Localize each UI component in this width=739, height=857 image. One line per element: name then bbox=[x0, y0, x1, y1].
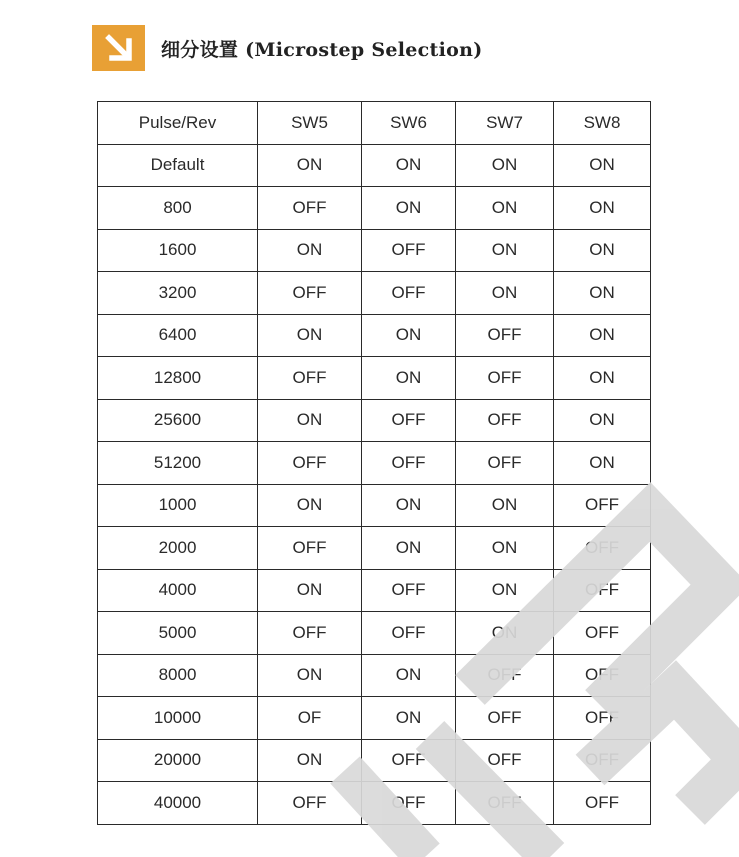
switch-state-cell: ON bbox=[554, 187, 651, 230]
switch-state-cell: ON bbox=[258, 654, 362, 697]
switch-state-cell: OFF bbox=[362, 229, 456, 272]
pulse-rev-cell: 10000 bbox=[98, 697, 258, 740]
switch-state-cell: ON bbox=[362, 527, 456, 570]
switch-state-cell: ON bbox=[362, 654, 456, 697]
switch-state-cell: OFF bbox=[258, 272, 362, 315]
switch-state-cell: OFF bbox=[362, 569, 456, 612]
switch-state-cell: ON bbox=[554, 144, 651, 187]
switch-state-cell: OFF bbox=[362, 272, 456, 315]
switch-state-cell: OFF bbox=[258, 612, 362, 655]
table-row bbox=[98, 484, 651, 527]
table-row bbox=[98, 314, 651, 357]
switch-state-cell: OFF bbox=[456, 357, 554, 400]
table-row bbox=[98, 612, 651, 655]
table-header-row bbox=[98, 102, 651, 145]
pulse-rev-cell: 20000 bbox=[98, 739, 258, 782]
switch-state-cell: OFF bbox=[554, 527, 651, 570]
switch-state-cell: OFF bbox=[456, 442, 554, 485]
pulse-rev-cell: 1000 bbox=[98, 484, 258, 527]
column-header: SW5 bbox=[258, 102, 362, 145]
switch-state-cell: OFF bbox=[456, 654, 554, 697]
switch-state-cell: OFF bbox=[362, 399, 456, 442]
switch-state-cell: OFF bbox=[258, 442, 362, 485]
table-row bbox=[98, 357, 651, 400]
switch-state-cell: ON bbox=[456, 229, 554, 272]
arrow-down-right-icon bbox=[92, 25, 145, 71]
switch-state-cell: OFF bbox=[362, 739, 456, 782]
pulse-rev-cell: 40000 bbox=[98, 782, 258, 825]
switch-state-cell: ON bbox=[258, 484, 362, 527]
switch-state-cell: ON bbox=[258, 569, 362, 612]
switch-state-cell: OFF bbox=[554, 697, 651, 740]
switch-state-cell: OFF bbox=[554, 654, 651, 697]
switch-state-cell: ON bbox=[456, 612, 554, 655]
pulse-rev-cell: Default bbox=[98, 144, 258, 187]
column-header: Pulse/Rev bbox=[98, 102, 258, 145]
table-row bbox=[98, 739, 651, 782]
column-header: SW7 bbox=[456, 102, 554, 145]
switch-state-cell: ON bbox=[554, 229, 651, 272]
page-title: 细分设置 (Microstep Selection) bbox=[161, 38, 483, 61]
microstep-table bbox=[97, 101, 651, 825]
switch-state-cell: ON bbox=[554, 357, 651, 400]
column-header: SW8 bbox=[554, 102, 651, 145]
table-row bbox=[98, 697, 651, 740]
table-row bbox=[98, 229, 651, 272]
switch-state-cell: OFF bbox=[456, 782, 554, 825]
switch-state-cell: ON bbox=[554, 272, 651, 315]
switch-state-cell: OFF bbox=[554, 782, 651, 825]
switch-state-cell: ON bbox=[362, 484, 456, 527]
pulse-rev-cell: 800 bbox=[98, 187, 258, 230]
switch-state-cell: ON bbox=[258, 229, 362, 272]
switch-state-cell: ON bbox=[456, 144, 554, 187]
switch-state-cell: OF bbox=[258, 697, 362, 740]
table-row bbox=[98, 399, 651, 442]
switch-state-cell: OFF bbox=[554, 612, 651, 655]
section-header bbox=[92, 25, 483, 71]
switch-state-cell: OFF bbox=[362, 782, 456, 825]
switch-state-cell: OFF bbox=[456, 399, 554, 442]
switch-state-cell: OFF bbox=[456, 739, 554, 782]
table-row bbox=[98, 187, 651, 230]
table-row bbox=[98, 144, 651, 187]
table-row bbox=[98, 442, 651, 485]
pulse-rev-cell: 2000 bbox=[98, 527, 258, 570]
pulse-rev-cell: 5000 bbox=[98, 612, 258, 655]
pulse-rev-cell: 12800 bbox=[98, 357, 258, 400]
table-row bbox=[98, 569, 651, 612]
switch-state-cell: OFF bbox=[258, 527, 362, 570]
pulse-rev-cell: 51200 bbox=[98, 442, 258, 485]
switch-state-cell: ON bbox=[258, 144, 362, 187]
table-row bbox=[98, 527, 651, 570]
switch-state-cell: OFF bbox=[554, 569, 651, 612]
switch-state-cell: OFF bbox=[456, 697, 554, 740]
switch-state-cell: OFF bbox=[258, 187, 362, 230]
switch-state-cell: ON bbox=[362, 357, 456, 400]
switch-state-cell: OFF bbox=[258, 782, 362, 825]
switch-state-cell: ON bbox=[258, 399, 362, 442]
table-row bbox=[98, 654, 651, 697]
switch-state-cell: ON bbox=[258, 314, 362, 357]
switch-state-cell: ON bbox=[362, 144, 456, 187]
switch-state-cell: ON bbox=[554, 442, 651, 485]
switch-state-cell: ON bbox=[554, 314, 651, 357]
pulse-rev-cell: 25600 bbox=[98, 399, 258, 442]
pulse-rev-cell: 3200 bbox=[98, 272, 258, 315]
switch-state-cell: OFF bbox=[554, 739, 651, 782]
switch-state-cell: ON bbox=[362, 187, 456, 230]
pulse-rev-cell: 6400 bbox=[98, 314, 258, 357]
table-row bbox=[98, 272, 651, 315]
switch-state-cell: ON bbox=[362, 697, 456, 740]
pulse-rev-cell: 4000 bbox=[98, 569, 258, 612]
switch-state-cell: ON bbox=[456, 569, 554, 612]
switch-state-cell: ON bbox=[554, 399, 651, 442]
pulse-rev-cell: 1600 bbox=[98, 229, 258, 272]
switch-state-cell: ON bbox=[456, 187, 554, 230]
switch-state-cell: OFF bbox=[362, 612, 456, 655]
switch-state-cell: ON bbox=[362, 314, 456, 357]
switch-state-cell: OFF bbox=[258, 357, 362, 400]
switch-state-cell: ON bbox=[456, 484, 554, 527]
table-row bbox=[98, 782, 651, 825]
switch-state-cell: ON bbox=[456, 527, 554, 570]
column-header: SW6 bbox=[362, 102, 456, 145]
switch-state-cell: ON bbox=[456, 272, 554, 315]
switch-state-cell: OFF bbox=[362, 442, 456, 485]
switch-state-cell: OFF bbox=[456, 314, 554, 357]
pulse-rev-cell: 8000 bbox=[98, 654, 258, 697]
switch-state-cell: ON bbox=[258, 739, 362, 782]
switch-state-cell: OFF bbox=[554, 484, 651, 527]
